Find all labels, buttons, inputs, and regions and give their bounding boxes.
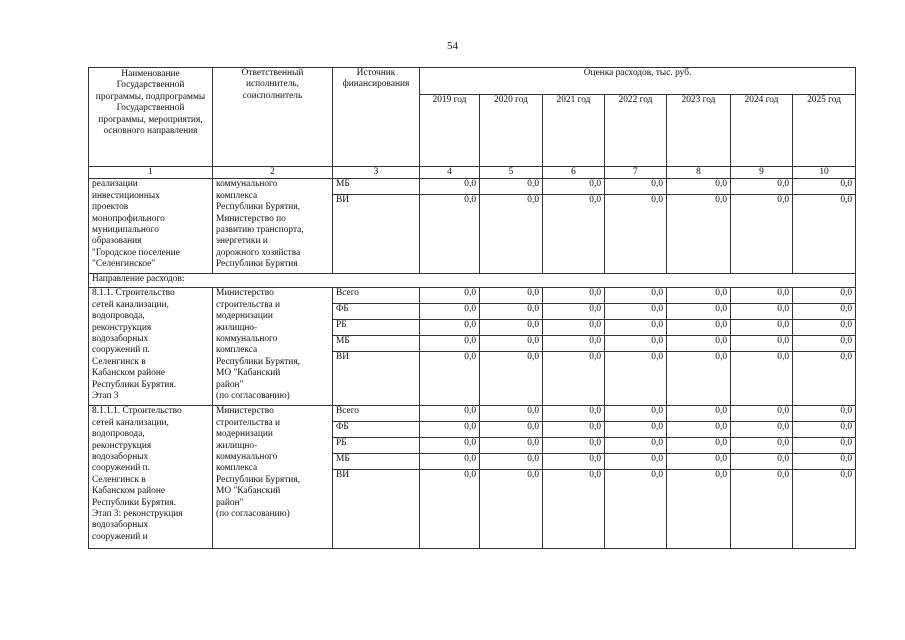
value-cell: 0,0 — [420, 422, 480, 438]
value-cell: 0,0 — [480, 454, 543, 470]
value-cell: 0,0 — [480, 195, 543, 274]
header-name: Наименование Государственной программы, подпрограммы Государственной программы, мероприятия, основного направления — [89, 68, 213, 167]
value-cell: 0,0 — [793, 336, 856, 352]
page-number: 54 — [447, 40, 458, 52]
value-cell: 0,0 — [605, 304, 667, 320]
value-cell: 0,0 — [667, 336, 731, 352]
value-cell: 0,0 — [667, 454, 731, 470]
funding-source: ФБ — [333, 422, 420, 438]
value-cell: 0,0 — [480, 352, 543, 406]
value-cell: 0,0 — [667, 470, 731, 549]
item-executor: Министерство строительства и модернизации жилищно- коммунального комплекса Республики Бурятия, МО "Кабанский район" (по согласованию) — [213, 288, 333, 406]
budget-table — [88, 67, 856, 549]
value-cell: 0,0 — [731, 179, 793, 195]
column-number-7: 7 — [605, 167, 667, 179]
value-cell: 0,0 — [605, 454, 667, 470]
funding-source: Всего — [333, 406, 420, 422]
header-estimate: Оценка расходов, тыс. руб. — [420, 68, 856, 95]
value-cell: 0,0 — [731, 422, 793, 438]
funding-source: ВИ — [333, 352, 420, 406]
value-cell: 0,0 — [543, 454, 605, 470]
value-cell: 0,0 — [667, 320, 731, 336]
value-cell: 0,0 — [543, 438, 605, 454]
item-name: 8.1.1.1. Строительство сетей канализации, водопровода, реконструкция водозаборных сооружений п. Селенгинск в Кабанском районе Республики Бурятия. Этап 3: реконструкция водозаборных сооружений и — [89, 406, 213, 549]
value-cell: 0,0 — [605, 336, 667, 352]
value-cell: 0,0 — [480, 336, 543, 352]
value-cell: 0,0 — [480, 422, 543, 438]
value-cell: 0,0 — [731, 336, 793, 352]
value-cell: 0,0 — [420, 406, 480, 422]
value-cell: 0,0 — [793, 422, 856, 438]
value-cell: 0,0 — [667, 438, 731, 454]
funding-source: Всего — [333, 288, 420, 304]
value-cell: 0,0 — [793, 179, 856, 195]
value-cell: 0,0 — [605, 320, 667, 336]
value-cell: 0,0 — [731, 320, 793, 336]
value-cell: 0,0 — [731, 195, 793, 274]
funding-source: ФБ — [333, 304, 420, 320]
value-cell: 0,0 — [605, 422, 667, 438]
value-cell: 0,0 — [480, 320, 543, 336]
value-cell: 0,0 — [543, 195, 605, 274]
value-cell: 0,0 — [420, 179, 480, 195]
header-year-3: 2022 год — [605, 95, 667, 167]
value-cell: 0,0 — [667, 195, 731, 274]
header-year-4: 2023 год — [667, 95, 731, 167]
item-executor: Министерство строительства и модернизации жилищно- коммунального комплекса Республики Бурятия, МО "Кабанский район" (по согласованию) — [213, 406, 333, 549]
value-cell: 0,0 — [793, 352, 856, 406]
value-cell: 0,0 — [420, 195, 480, 274]
value-cell: 0,0 — [731, 438, 793, 454]
column-number-6: 6 — [543, 167, 605, 179]
value-cell: 0,0 — [667, 352, 731, 406]
value-cell: 0,0 — [420, 320, 480, 336]
value-cell: 0,0 — [480, 288, 543, 304]
header-year-5: 2024 год — [731, 95, 793, 167]
value-cell: 0,0 — [793, 320, 856, 336]
value-cell: 0,0 — [543, 336, 605, 352]
column-number-2: 2 — [213, 167, 333, 179]
section-row — [89, 274, 856, 288]
funding-source: МБ — [333, 179, 420, 195]
value-cell: 0,0 — [605, 179, 667, 195]
value-cell: 0,0 — [543, 304, 605, 320]
value-cell: 0,0 — [731, 288, 793, 304]
funding-source: МБ — [333, 336, 420, 352]
value-cell: 0,0 — [731, 470, 793, 549]
header-executor: Ответственный исполнитель, соисполнитель — [213, 68, 333, 167]
value-cell: 0,0 — [605, 352, 667, 406]
value-cell: 0,0 — [667, 179, 731, 195]
value-cell: 0,0 — [543, 422, 605, 438]
funding-source: РБ — [333, 438, 420, 454]
header-source: Источник финансирования — [333, 68, 420, 167]
value-cell: 0,0 — [793, 438, 856, 454]
item-name: реализации инвестиционных проектов монопрофильного муниципального образования "Городское поселение "Селенгинское" — [89, 179, 213, 274]
value-cell: 0,0 — [480, 406, 543, 422]
value-cell: 0,0 — [793, 195, 856, 274]
value-cell: 0,0 — [731, 304, 793, 320]
value-cell: 0,0 — [731, 406, 793, 422]
value-cell: 0,0 — [480, 179, 543, 195]
value-cell: 0,0 — [420, 454, 480, 470]
value-cell: 0,0 — [793, 288, 856, 304]
value-cell: 0,0 — [480, 304, 543, 320]
table-row — [89, 179, 856, 195]
section-label: Направление расходов: — [89, 274, 856, 288]
value-cell: 0,0 — [543, 406, 605, 422]
value-cell: 0,0 — [605, 406, 667, 422]
funding-source: МБ — [333, 454, 420, 470]
header-year-2: 2021 год — [543, 95, 605, 167]
column-number-5: 5 — [480, 167, 543, 179]
value-cell: 0,0 — [420, 304, 480, 320]
value-cell: 0,0 — [793, 454, 856, 470]
column-number-9: 9 — [731, 167, 793, 179]
value-cell: 0,0 — [793, 470, 856, 549]
funding-source: ВИ — [333, 470, 420, 549]
value-cell: 0,0 — [420, 288, 480, 304]
header-year-1: 2020 год — [480, 95, 543, 167]
value-cell: 0,0 — [543, 288, 605, 304]
value-cell: 0,0 — [731, 352, 793, 406]
value-cell: 0,0 — [667, 422, 731, 438]
table-row — [89, 406, 856, 422]
value-cell: 0,0 — [731, 454, 793, 470]
value-cell: 0,0 — [543, 352, 605, 406]
value-cell: 0,0 — [605, 288, 667, 304]
value-cell: 0,0 — [793, 304, 856, 320]
value-cell: 0,0 — [667, 288, 731, 304]
value-cell: 0,0 — [420, 352, 480, 406]
value-cell: 0,0 — [667, 304, 731, 320]
value-cell: 0,0 — [605, 438, 667, 454]
column-number-3: 3 — [333, 167, 420, 179]
column-number-10: 10 — [793, 167, 856, 179]
value-cell: 0,0 — [543, 470, 605, 549]
header-year-0: 2019 год — [420, 95, 480, 167]
value-cell: 0,0 — [543, 320, 605, 336]
value-cell: 0,0 — [793, 406, 856, 422]
value-cell: 0,0 — [667, 406, 731, 422]
column-number-1: 1 — [89, 167, 213, 179]
value-cell: 0,0 — [605, 470, 667, 549]
value-cell: 0,0 — [543, 179, 605, 195]
item-name: 8.1.1. Строительство сетей канализации, водопровода, реконструкция водозаборных сооружений п. Селенгинск в Кабанском районе Республики Бурятия. Этап 3 — [89, 288, 213, 406]
column-number-8: 8 — [667, 167, 731, 179]
header-year-6: 2025 год — [793, 95, 856, 167]
funding-source: ВИ — [333, 195, 420, 274]
value-cell: 0,0 — [605, 195, 667, 274]
value-cell: 0,0 — [480, 438, 543, 454]
value-cell: 0,0 — [420, 336, 480, 352]
funding-source: РБ — [333, 320, 420, 336]
value-cell: 0,0 — [420, 438, 480, 454]
table-row — [89, 288, 856, 304]
item-executor: коммунального комплекса Республики Бурятия, Министерство по развитию транспорта, энергетики и дорожного хозяйства Республики Бурятия — [213, 179, 333, 274]
value-cell: 0,0 — [480, 470, 543, 549]
column-number-4: 4 — [420, 167, 480, 179]
value-cell: 0,0 — [420, 470, 480, 549]
